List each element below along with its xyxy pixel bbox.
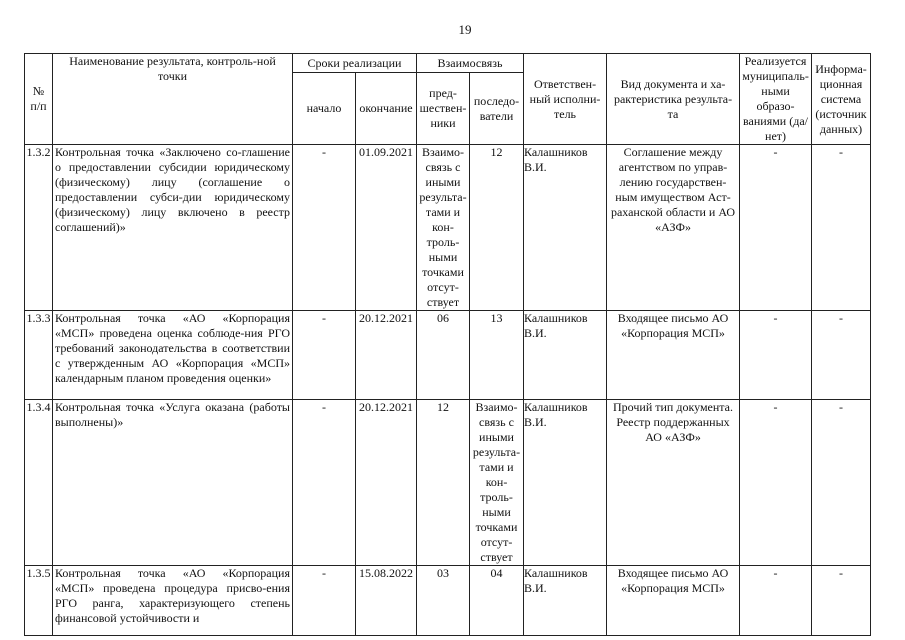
row-name: Контрольная точка «Услуга оказана (работы выполнены)» xyxy=(53,400,293,566)
row-municipal: - xyxy=(740,145,812,311)
row-start: - xyxy=(293,566,356,636)
row-number: 1.3.4 xyxy=(25,400,53,566)
row-info-system: - xyxy=(812,145,871,311)
header-municipal: Реализуется муниципаль-ными образо-ваниями (да/нет) xyxy=(740,54,812,145)
row-municipal: - xyxy=(740,566,812,636)
header-predecessors: пред-шествен-ники xyxy=(417,73,470,145)
row-predecessors: 12 xyxy=(417,400,470,566)
row-predecessors: Взаимо-связь с иными результа-тами и кон-троль-ными точками отсут-ствует xyxy=(417,145,470,311)
row-successors: Взаимо-связь с иными результа-тами и кон-троль-ными точками отсут-ствует xyxy=(470,400,524,566)
row-municipal: - xyxy=(740,400,812,566)
row-name: Контрольная точка «АО «Корпорация «МСП» проведена оценка соблюде-ния РГО требований законодательства в соответствии с утвержденным АО «Корпорация «МСП» календарным планом проведения оценки» xyxy=(53,311,293,400)
table-row xyxy=(25,566,871,636)
header-start: начало xyxy=(293,73,356,145)
header-name: Наименование результата, контроль-ной точки xyxy=(53,54,293,145)
row-info-system: - xyxy=(812,311,871,400)
row-successors: 04 xyxy=(470,566,524,636)
header-responsible: Ответствен-ный исполни-тель xyxy=(524,54,607,145)
header-info-system: Информа-ционная система (источник данных) xyxy=(812,54,871,145)
row-municipal: - xyxy=(740,311,812,400)
row-responsible: Калашников В.И. xyxy=(524,311,607,400)
row-predecessors: 03 xyxy=(417,566,470,636)
header-end: окончание xyxy=(356,73,417,145)
header-doc-type: Вид документа и ха-рактеристика результа-та xyxy=(607,54,740,145)
header-successors: последо-ватели xyxy=(470,73,524,145)
row-end: 15.08.2022 xyxy=(356,566,417,636)
row-responsible: Калашников В.И. xyxy=(524,145,607,311)
table-row xyxy=(25,311,871,400)
header-link: Взаимосвязь xyxy=(417,54,524,73)
row-predecessors: 06 xyxy=(417,311,470,400)
row-doc-type: Входящее письмо АО «Корпорация МСП» xyxy=(607,566,740,636)
row-end: 20.12.2021 xyxy=(356,400,417,566)
page-number: 19 xyxy=(458,22,472,37)
row-number: 1.3.5 xyxy=(25,566,53,636)
row-start: - xyxy=(293,400,356,566)
table-row xyxy=(25,400,871,566)
row-start: - xyxy=(293,311,356,400)
row-doc-type: Прочий тип документа. Реестр поддержанных АО «АЗФ» xyxy=(607,400,740,566)
control-points-table xyxy=(24,53,871,636)
row-end: 20.12.2021 xyxy=(356,311,417,400)
row-doc-type: Соглашение между агентством по управ-лению государствен-ным имуществом Аст-раханской области и АО «АЗФ» xyxy=(607,145,740,311)
row-name: Контрольная точка «Заключено со-глашение о предоставлении субсидии юридическому (физическому) лицу (соглашение о предоставлении субси-дии юридическому (физическому) лицу включено в реестр соглашений)» xyxy=(53,145,293,311)
row-name: Контрольная точка «АО «Корпорация «МСП» проведена процедура присво-ения РГО ранга, характеризующего степень финансовой устойчивости и xyxy=(53,566,293,636)
header-terms: Сроки реализации xyxy=(293,54,417,73)
row-number: 1.3.2 xyxy=(25,145,53,311)
row-responsible: Калашников В.И. xyxy=(524,400,607,566)
row-end: 01.09.2021 xyxy=(356,145,417,311)
row-info-system: - xyxy=(812,400,871,566)
table-row xyxy=(25,145,871,311)
row-responsible: Калашников В.И. xyxy=(524,566,607,636)
row-start: - xyxy=(293,145,356,311)
row-successors: 12 xyxy=(470,145,524,311)
header-num: № п/п xyxy=(25,54,53,145)
row-info-system: - xyxy=(812,566,871,636)
row-number: 1.3.3 xyxy=(25,311,53,400)
row-successors: 13 xyxy=(470,311,524,400)
row-doc-type: Входящее письмо АО «Корпорация МСП» xyxy=(607,311,740,400)
